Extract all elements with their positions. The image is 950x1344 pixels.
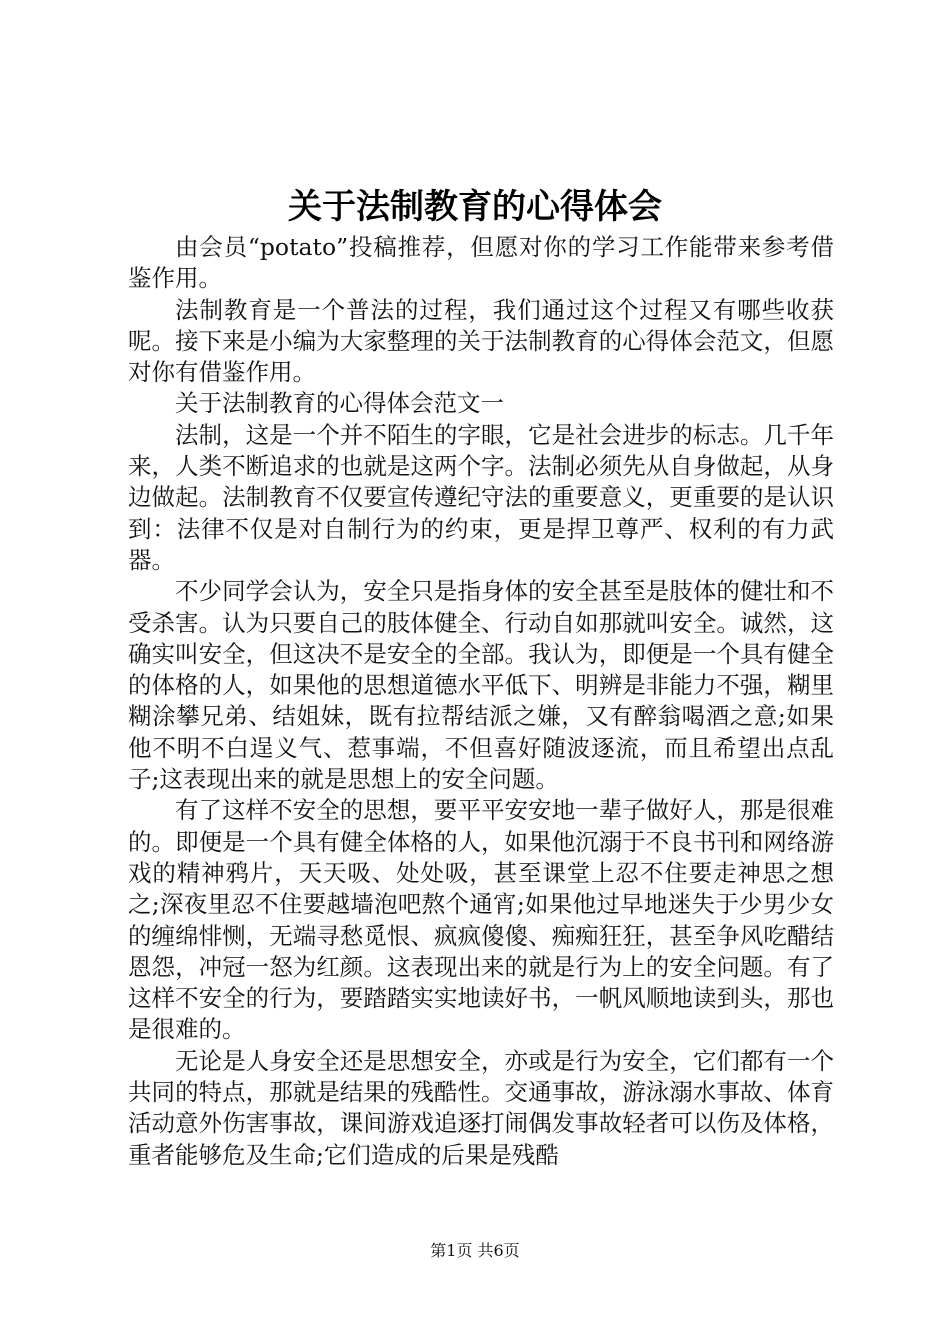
document-title: 关于法制教育的心得体会 bbox=[288, 187, 662, 227]
page-number: 第1页 共6页 bbox=[430, 1241, 520, 1260]
paragraph: 无论是人身安全还是思想安全，亦或是行为安全，它们都有一个共同的特点，那就是结果的残酷性。交通事故，游泳溺水事故、体育活动意外伤害事故，课间游戏追逐打闹偶发事故轻者可以伤及体格，重者能够危及生命;它们造成的后果是残酷 bbox=[128, 1046, 834, 1169]
paragraph: 有了这样不安全的思想，要平平安安地一辈子做好人，那是很难的。即便是一个具有健全体格的人，如果他沉溺于不良书刊和网络游戏的精神鸦片，天天吸、处处吸，甚至课堂上忍不住要走神思之想之;深夜里忍不住要越墙泡吧熬个通宵;如果他过早地迷失于少男少女的缠绵悱恻，无端寻愁觅恨、疯疯傻傻、痴痴狂狂，甚至争风吃醋结恩怨，冲冠一怒为红颜。这表现出来的就是行为上的安全问题。有了这样不安全的行为，要踏踏实实地读好书，一帆风顺地读到头，那也是很难的。 bbox=[128, 796, 834, 1044]
paragraph: 由会员“potato”投稿推荐，但愿对你的学习工作能带来参考借鉴作用。 bbox=[128, 233, 834, 293]
section-heading: 关于法制教育的心得体会范文一 bbox=[175, 389, 504, 418]
paragraph: 不少同学会认为，安全只是指身体的安全甚至是肢体的健壮和不受杀害。认为只要自己的肢体健全、行动自如那就叫安全。诚然，这确实叫安全，但这决不是安全的全部。我认为，即便是一个具有健全的体格的人，如果他的思想道德水平低下、明辨是非能力不强，糊里糊涂攀兄弟、结姐妹，既有拉帮结派之嫌，又有醉翁喝酒之意;如果他不明不白逞义气、惹事端，不但喜好随波逐流，而且希望出点乱子;这表现出来的就是思想上的安全问题。 bbox=[128, 577, 834, 794]
paragraph: 法制，这是一个并不陌生的字眼，它是社会进步的标志。几千年来，人类不断追求的也就是这两个字。法制必须先从自身做起，从身边做起。法制教育不仅要宣传遵纪守法的重要意义，更重要的是认识到：法律不仅是对自制行为的约束，更是捍卫尊严、权利的有力武器。 bbox=[128, 420, 834, 574]
document-body bbox=[128, 232, 834, 1171]
paragraph: 法制教育是一个普法的过程，我们通过这个过程又有哪些收获呢。接下来是小编为大家整理的关于法制教育的心得体会范文，但愿对你有借鉴作用。 bbox=[128, 295, 834, 387]
